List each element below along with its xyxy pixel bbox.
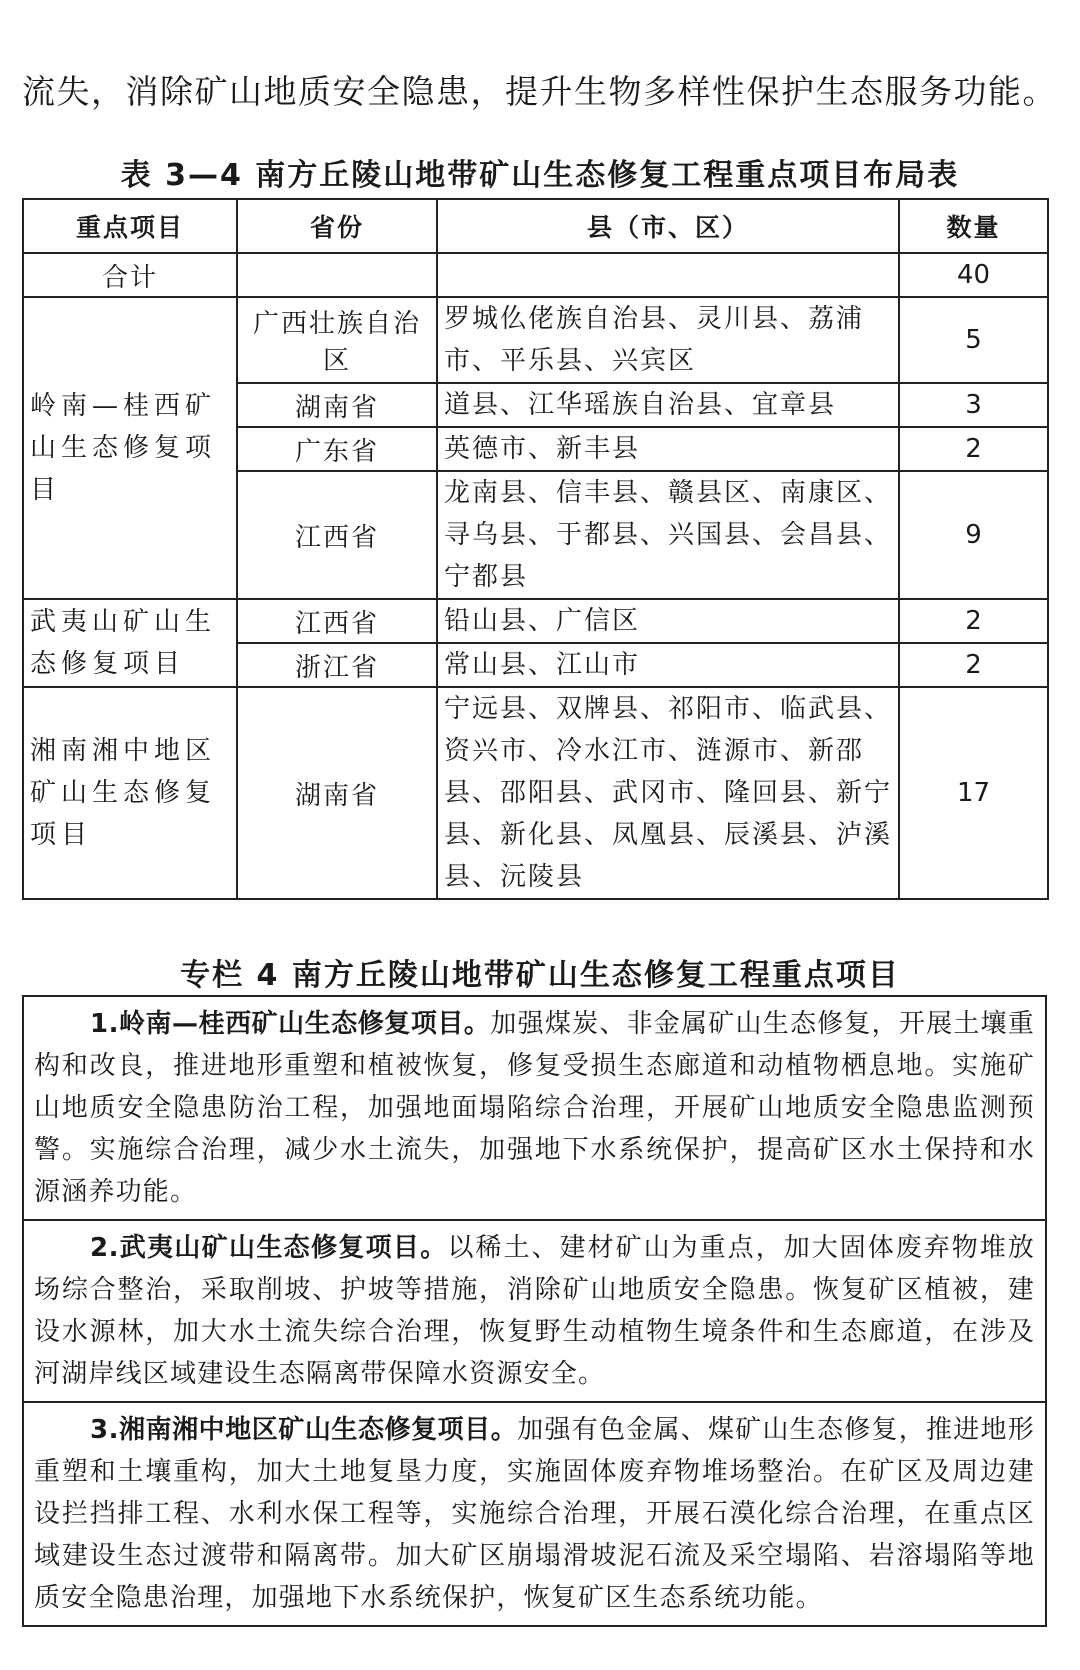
count-cell: 17 [899,687,1048,899]
column-title: 专栏 4 南方丘陵山地带矿山生态修复工程重点项目 [180,958,900,993]
table-header-row [23,199,1048,253]
table-row [23,297,1048,383]
province-cell: 江西省 [237,471,437,599]
header-project: 重点项目 [23,199,237,253]
total-row [23,253,1048,297]
project-lingnan-guixi: 岭南—桂西矿山生态修复项目 [23,297,237,599]
column-box [22,995,1047,1627]
counties-cell: 道县、江华瑶族自治县、宜章县 [437,383,899,427]
total-province-empty [237,253,437,297]
count-cell: 9 [899,471,1048,599]
counties-cell: 常山县、江山市 [437,643,899,687]
header-counties: 县（市、区） [437,199,899,253]
column-item-2 [24,1219,1045,1401]
intro-paragraph: 流失，消除矿山地质安全隐患，提升生物多样性保护生态服务功能。 [22,72,1057,111]
province-cell: 浙江省 [237,643,437,687]
header-count: 数量 [899,199,1048,253]
column-item-body: 加强有色金属、煤矿山生态修复，推进地形重塑和土壤重构，加大土地复垦力度，实施固体废弃物堆场整治。在矿区及周边建设拦挡排工程、水利水保工程等，实施综合治理，开展石漠化综合治理，在重点区域建设生态过渡带和隔离带。加大矿区崩塌滑坡泥石流及采空塌陷、岩溶塌陷等地质安全隐患治理，加强地下水系统保护，恢复矿区生态系统功能。 [34,1415,1035,1613]
column-item-heading: 2.武夷山矿山生态修复项目。 [90,1233,448,1263]
project-layout-table [22,198,1049,900]
table-caption: 表 3—4 南方丘陵山地带矿山生态修复工程重点项目布局表 [120,158,960,193]
province-cell: 湖南省 [237,687,437,899]
total-count: 40 [899,253,1048,297]
column-item-1 [24,997,1045,1219]
province-cell: 广西壮族自治区 [237,297,437,383]
column-item-body: 以稀土、建材矿山为重点，加大固体废弃物堆放场综合整治，采取削坡、护坡等措施，消除矿山地质安全隐患。恢复矿区植被，建设水源林，加大水土流失综合治理，恢复野生动植物生境条件和生态廊道，在涉及河湖岸线区域建设生态隔离带保障水资源安全。 [34,1233,1036,1389]
column-item-heading: 1.岭南—桂西矿山生态修复项目。 [90,1009,491,1039]
project-wuyishan: 武夷山矿山生态修复项目 [23,599,237,687]
counties-cell: 英德市、新丰县 [437,427,899,471]
count-cell: 5 [899,297,1048,383]
counties-cell: 铅山县、广信区 [437,599,899,643]
header-province: 省份 [237,199,437,253]
count-cell: 2 [899,643,1048,687]
province-cell: 江西省 [237,599,437,643]
counties-cell: 罗城仫佬族自治县、灵川县、荔浦市、平乐县、兴宾区 [437,297,899,383]
total-label: 合计 [23,253,237,297]
column-item-3 [24,1401,1045,1625]
total-counties-empty [437,253,899,297]
counties-cell: 宁远县、双牌县、祁阳市、临武县、资兴市、冷水江市、涟源市、新邵县、邵阳县、武冈市、隆回县、新宁县、新化县、凤凰县、辰溪县、泸溪县、沅陵县 [437,687,899,899]
count-cell: 3 [899,383,1048,427]
count-cell: 2 [899,427,1048,471]
column-item-body: 加强煤炭、非金属矿山生态修复，开展土壤重构和改良，推进地形重塑和植被恢复，修复受损生态廊道和动植物栖息地。实施矿山地质安全隐患防治工程，加强地面塌陷综合治理，开展矿山地质安全隐患监测预警。实施综合治理，减少水土流失，加强地下水系统保护，提高矿区水土保持和水源涵养功能。 [34,1009,1035,1207]
table-row [23,687,1048,899]
project-xiangnan-xiangzhong: 湘南湘中地区矿山生态修复项目 [23,687,237,899]
counties-cell: 龙南县、信丰县、赣县区、南康区、寻乌县、于都县、兴国县、会昌县、宁都县 [437,471,899,599]
count-cell: 2 [899,599,1048,643]
table-row [23,599,1048,643]
province-cell: 湖南省 [237,383,437,427]
province-cell: 广东省 [237,427,437,471]
column-item-heading: 3.湘南湘中地区矿山生态修复项目。 [90,1415,518,1445]
